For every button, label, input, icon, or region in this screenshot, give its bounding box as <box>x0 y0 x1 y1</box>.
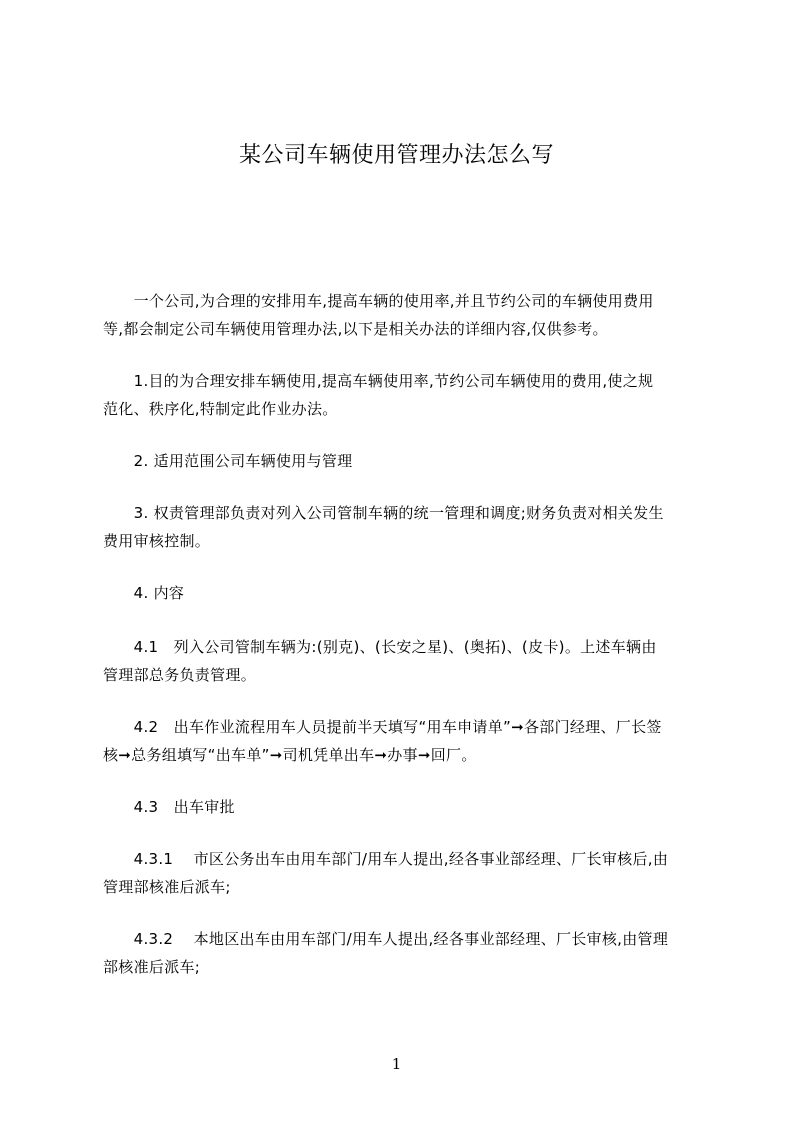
paragraph-line: 范化、秩序化,特制定此作业办法。 <box>103 400 338 418</box>
document-title: 某公司车辆使用管理办法怎么写 <box>238 143 554 168</box>
paragraph-line: 3. 权责管理部负责对列入公司管制车辆的统一管理和调度;财务负责对相关发生 <box>103 504 664 522</box>
paragraph-line: 2. 适用范围公司车辆使用与管理 <box>103 452 353 470</box>
paragraph-intro <box>103 287 713 343</box>
paragraph-line: 4.3 出车审批 <box>103 798 235 816</box>
paragraph-line: 4. 内容 <box>103 584 185 602</box>
paragraph-line: 管理部总务负责管理。 <box>103 666 257 684</box>
paragraph-section-4-3-1 <box>103 845 713 901</box>
paragraph-line: 4.2 出车作业流程用车人员提前半天填写“用车申请单”➞各部门经理、厂长签 <box>103 718 662 736</box>
paragraph-line: 等,都会制定公司车辆使用管理办法,以下是相关办法的详细内容,仅供参考。 <box>103 320 608 338</box>
paragraph-line: 4.3.1 市区公务出车由用车部门/用车人提出,经各事业部经理、厂长审核后,由 <box>103 850 669 868</box>
paragraph-purpose <box>103 367 713 423</box>
paragraph-line: 核➞总务组填写“出车单”➞司机凭单出车➞办事➞回厂。 <box>103 746 477 764</box>
paragraph-line: 一个公司,为合理的安排用车,提高车辆的使用率,并且节约公司的车辆使用费用 <box>103 292 654 310</box>
paragraph-section-4-3-2 <box>103 925 713 981</box>
paragraph-line: 部核准后派车; <box>103 958 201 976</box>
paragraph-line: 4.1 列入公司管制车辆为:(别克)、(长安之星)、(奥拓)、(皮卡)。上述车辆由 <box>103 638 657 656</box>
paragraph-line: 费用审核控制。 <box>103 532 211 550</box>
page-number: 1 <box>391 1055 402 1073</box>
paragraph-line: 4.3.2 本地区出车由用车部门/用车人提出,经各事业部经理、厂长审核,由管理 <box>103 930 669 948</box>
paragraph-section-4-1 <box>103 633 713 689</box>
paragraph-section-4-2 <box>103 713 713 769</box>
paragraph-content-heading <box>103 579 713 607</box>
paragraph-line: 管理部核准后派车; <box>103 878 231 896</box>
paragraph-section-4-3 <box>103 793 713 821</box>
paragraph-scope <box>103 447 713 475</box>
paragraph-line: 1.目的为合理安排车辆使用,提高车辆使用率,节约公司车辆使用的费用,使之规 <box>103 372 654 390</box>
paragraph-responsibility <box>103 499 713 555</box>
